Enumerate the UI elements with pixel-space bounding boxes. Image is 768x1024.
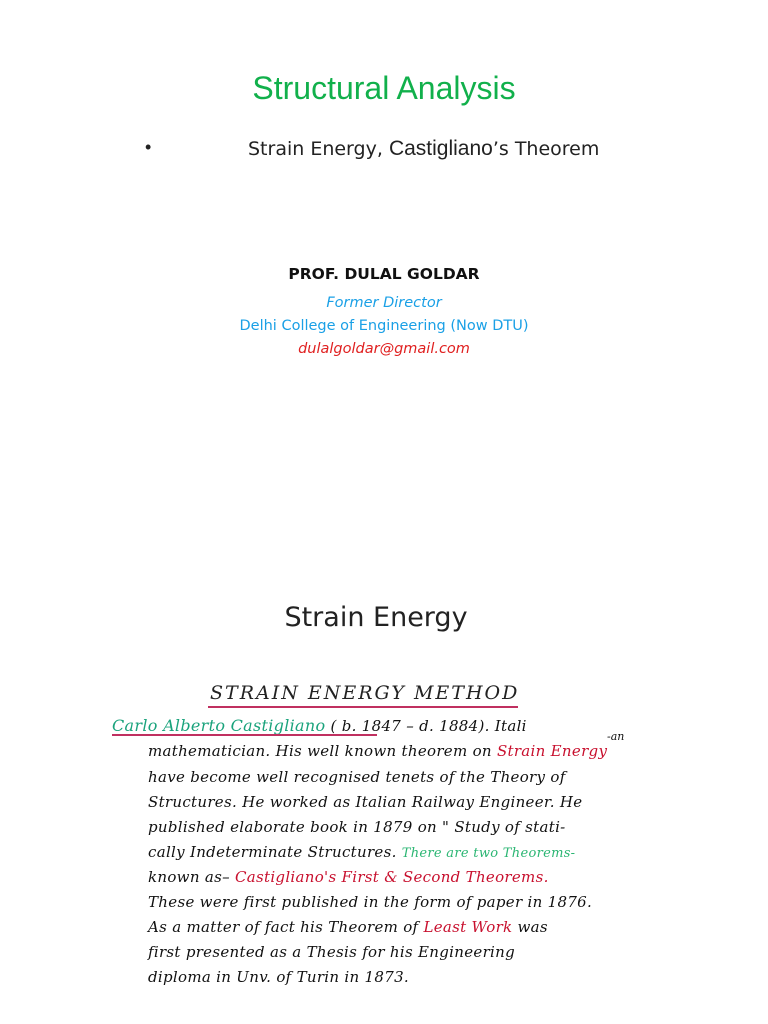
notes-line-5: published elaborate book in 1879 on " Study of stati- xyxy=(148,818,566,836)
notes-line-9-text-c: was xyxy=(512,918,548,936)
bullet-item xyxy=(0,137,768,167)
slide-title: Structural Analysis xyxy=(252,70,516,106)
notes-line-1-text: ( b. 1847 – d. 1884). Itali xyxy=(325,717,527,735)
notes-line-7-text: known as– xyxy=(148,868,235,886)
castigliano-name: Carlo Alberto Castigliano xyxy=(112,716,326,735)
notes-line-6-text: cally Indeterminate Structures. xyxy=(148,843,402,861)
least-work-highlight: Least Work xyxy=(423,918,513,936)
author-role: Former Director xyxy=(326,295,442,311)
author-name: PROF. DULAL GOLDAR xyxy=(288,265,480,283)
author-block xyxy=(0,265,768,361)
author-institution: Delhi College of Engineering (Now DTU) xyxy=(239,318,529,334)
notes-line-10: first presented as a Thesis for his Engineering xyxy=(148,943,515,961)
notes-line-4: Structures. He worked as Italian Railway Engineer. He xyxy=(148,793,583,811)
bullet-marker: • xyxy=(145,137,152,157)
strain-energy-highlight: Strain Energy xyxy=(496,742,608,760)
notes-line-7 xyxy=(148,868,549,886)
notes-line-1 xyxy=(112,716,527,735)
author-email[interactable]: dulalgoldar@gmail.com xyxy=(298,341,470,357)
notes-line-3: have become well recognised tenets of the Theory of xyxy=(148,768,566,786)
subtitle-text-1: Strain Energy, xyxy=(248,138,389,160)
notes-line-2 xyxy=(148,742,607,760)
theorems-highlight: There are two Theorems- xyxy=(401,846,576,861)
notes-line-2-text: mathematician. His well known theorem on xyxy=(148,742,497,760)
notes-line-8: These were first published in the form of paper in 1876. xyxy=(148,893,593,911)
subtitle-text-3: ’s Theorem xyxy=(492,138,600,160)
slide-2 xyxy=(0,560,768,1024)
name-underline xyxy=(112,734,377,736)
slide-subtitle xyxy=(248,137,599,161)
heading-underline xyxy=(208,706,518,708)
slide-2-title: Strain Energy xyxy=(284,602,468,633)
notes-line-6 xyxy=(148,843,575,861)
notes-line-11: diploma in Unv. of Turin in 1873. xyxy=(148,968,410,986)
subtitle-text-2: Castigliano xyxy=(388,137,493,160)
notes-heading: STRAIN ENERGY METHOD xyxy=(210,682,520,704)
notes-line-9 xyxy=(148,918,548,936)
notes-superscript: -an xyxy=(607,730,625,743)
first-second-theorems-highlight: Castigliano's First & Second Theorems. xyxy=(234,868,549,886)
notes-line-9-text-a: As a matter of fact his Theorem of xyxy=(148,918,424,936)
